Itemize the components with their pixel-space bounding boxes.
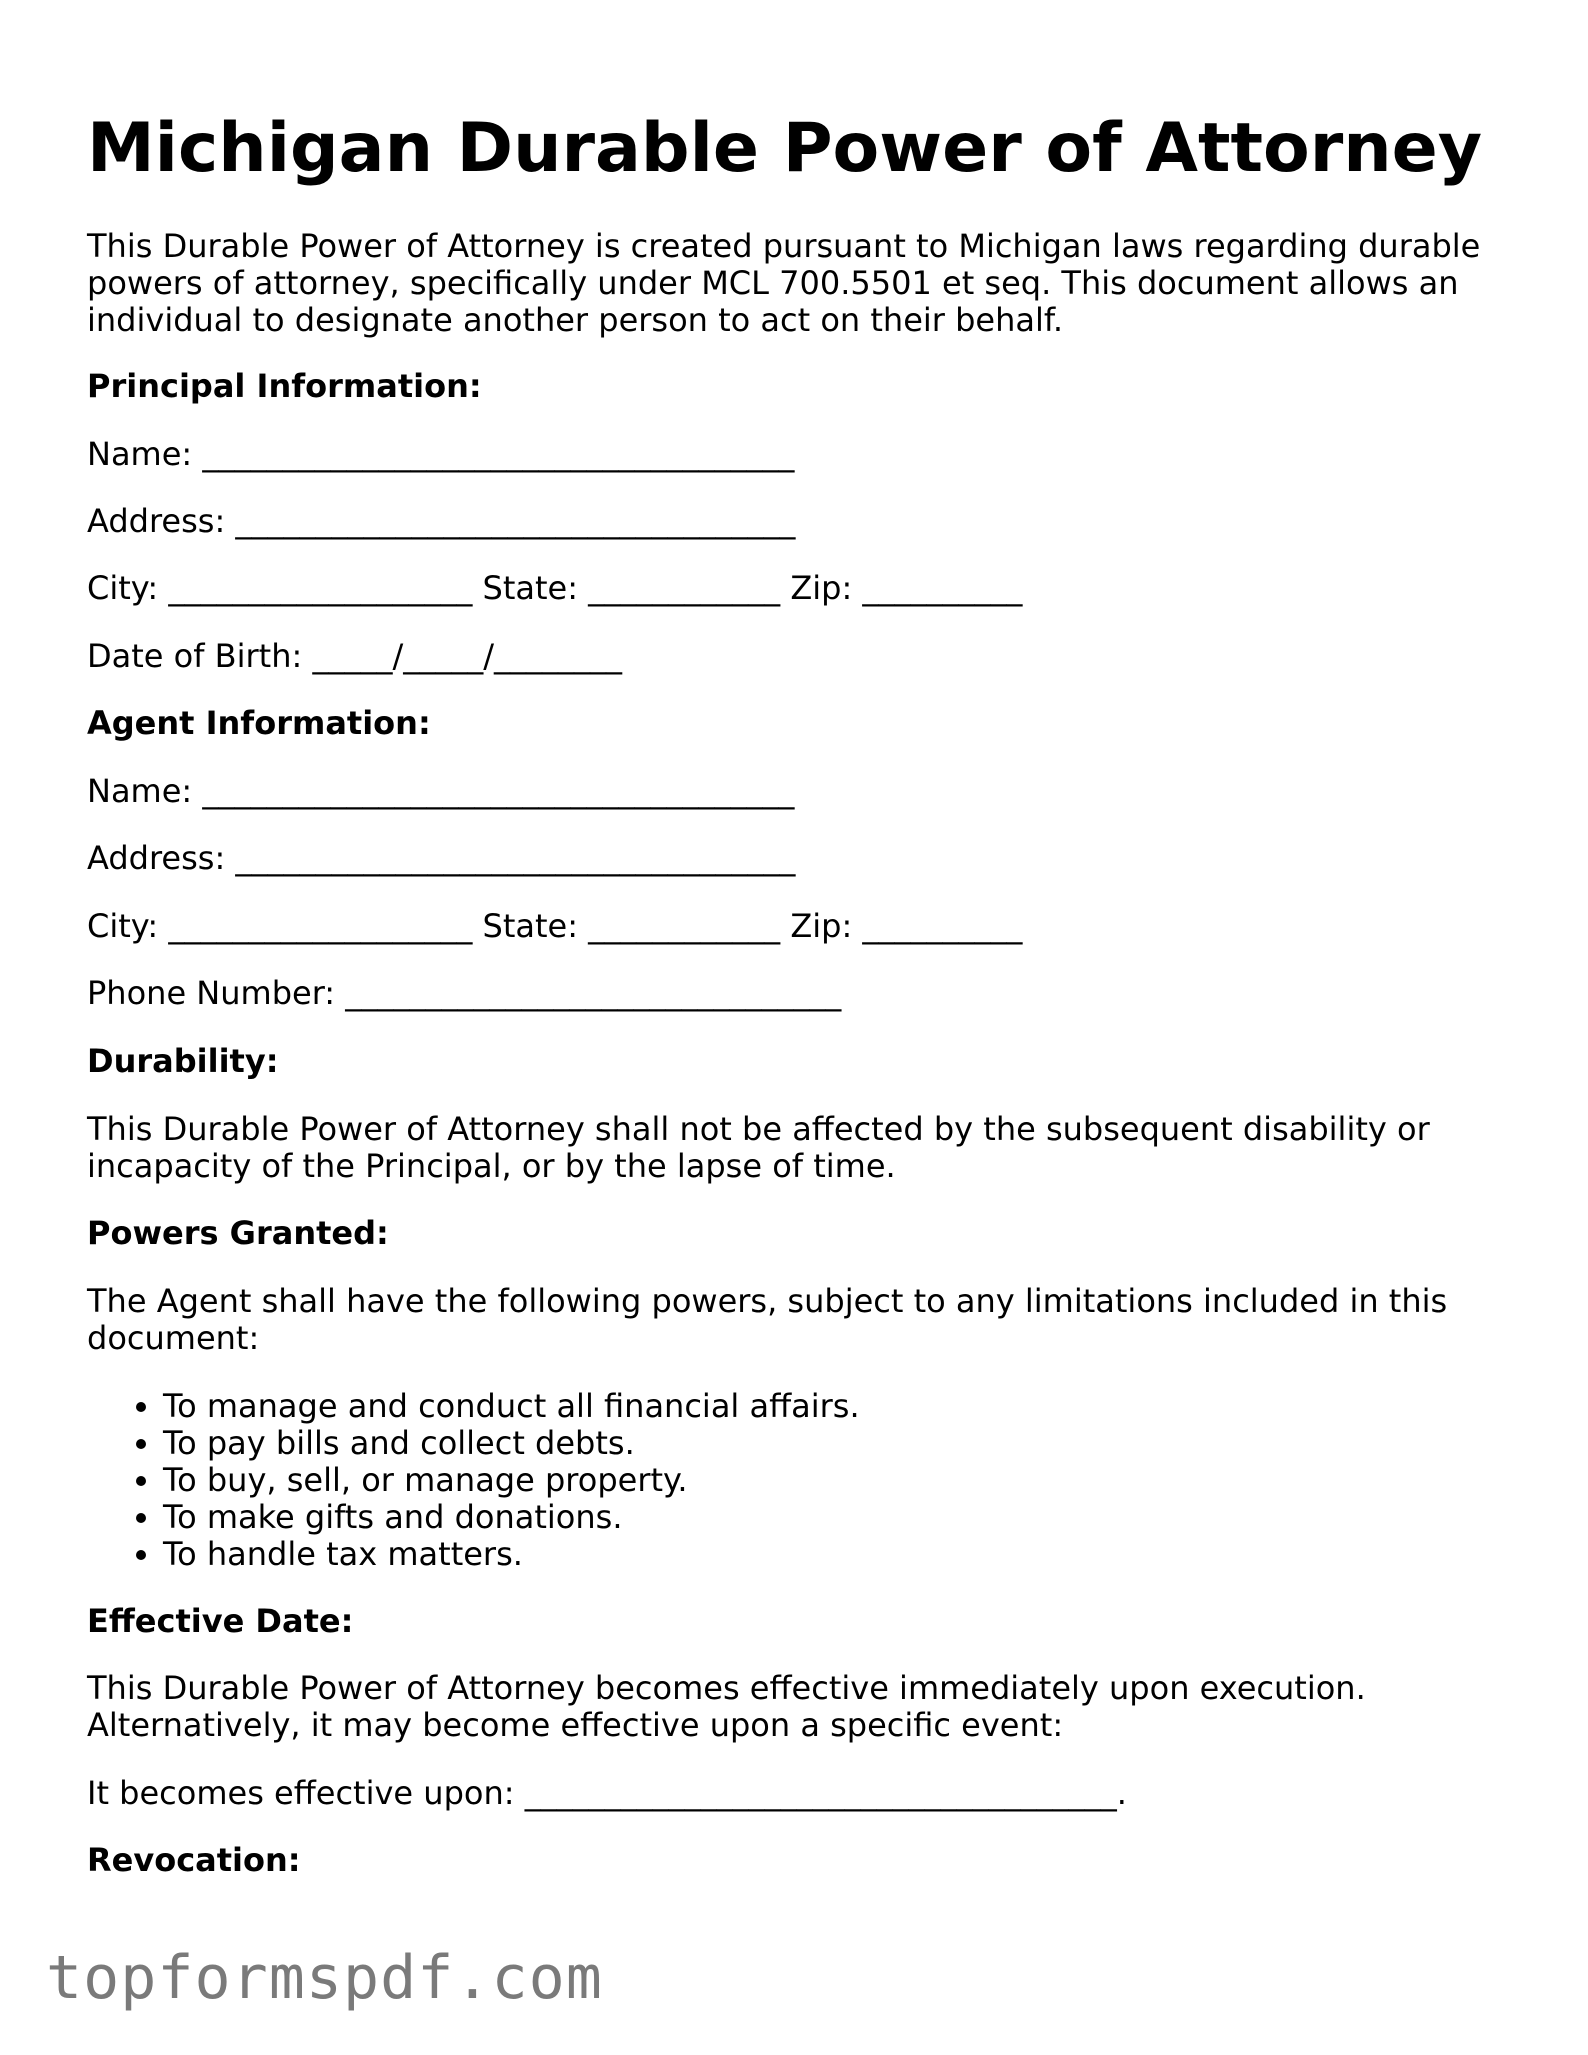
- effective-line: This Durable Power of Attorney becomes effective immediately upon execution.: [87, 1669, 1366, 1707]
- durability-line: This Durable Power of Attorney shall not be affected by the subsequent disability or: [87, 1110, 1430, 1148]
- effective-upon-field[interactable]: It becomes effective upon: _____________________________________.: [87, 1774, 1127, 1812]
- principal-city-state-zip-field[interactable]: City: ___________________ State: ____________ Zip: __________: [87, 569, 1023, 607]
- agent-heading: Agent Information:: [87, 704, 431, 742]
- durability-line: incapacity of the Principal, or by the lapse of time.: [87, 1147, 896, 1185]
- agent-phone-field[interactable]: Phone Number: _______________________________: [87, 974, 842, 1012]
- powers-line: document:: [87, 1319, 260, 1357]
- principal-name-field[interactable]: Name: _____________________________________: [87, 435, 795, 473]
- site-watermark: topformspdf.com: [46, 1943, 603, 2013]
- list-item: • To manage and conduct all financial affairs.: [163, 1388, 860, 1425]
- intro-line: individual to designate another person to act on their behalf.: [87, 301, 1063, 339]
- agent-address-field[interactable]: Address: ___________________________________: [87, 839, 796, 877]
- list-item: • To make gifts and donations.: [163, 1499, 860, 1536]
- revocation-heading: Revocation:: [87, 1841, 301, 1879]
- durability-paragraph: [87, 1111, 1430, 1185]
- intro-paragraph: [87, 228, 1480, 339]
- principal-dob-field[interactable]: Date of Birth: _____/_____/________: [87, 637, 623, 675]
- agent-name-field[interactable]: Name: _____________________________________: [87, 772, 795, 810]
- effective-line: Alternatively, it may become effective upon a specific event:: [87, 1706, 1064, 1744]
- effective-paragraph: [87, 1670, 1366, 1744]
- list-item: • To handle tax matters.: [163, 1536, 860, 1573]
- list-item: • To buy, sell, or manage property.: [163, 1462, 860, 1499]
- document-title: Michigan Durable Power of Attorney: [87, 109, 1483, 188]
- durability-heading: Durability:: [87, 1042, 279, 1080]
- powers-line: The Agent shall have the following powers, subject to any limitations included in this: [87, 1282, 1448, 1320]
- intro-line: powers of attorney, specifically under MCL 700.5501 et seq. This document allows an: [87, 264, 1459, 302]
- list-item: • To pay bills and collect debts.: [163, 1425, 860, 1462]
- intro-line: This Durable Power of Attorney is created pursuant to Michigan laws regarding durable: [87, 227, 1481, 265]
- powers-list: [87, 1388, 860, 1573]
- powers-heading: Powers Granted:: [87, 1214, 389, 1252]
- effective-heading: Effective Date:: [87, 1602, 354, 1640]
- powers-paragraph: [87, 1283, 1447, 1357]
- principal-heading: Principal Information:: [87, 367, 482, 405]
- principal-address-field[interactable]: Address: ___________________________________: [87, 502, 796, 540]
- agent-city-state-zip-field[interactable]: City: ___________________ State: ____________ Zip: __________: [87, 907, 1023, 945]
